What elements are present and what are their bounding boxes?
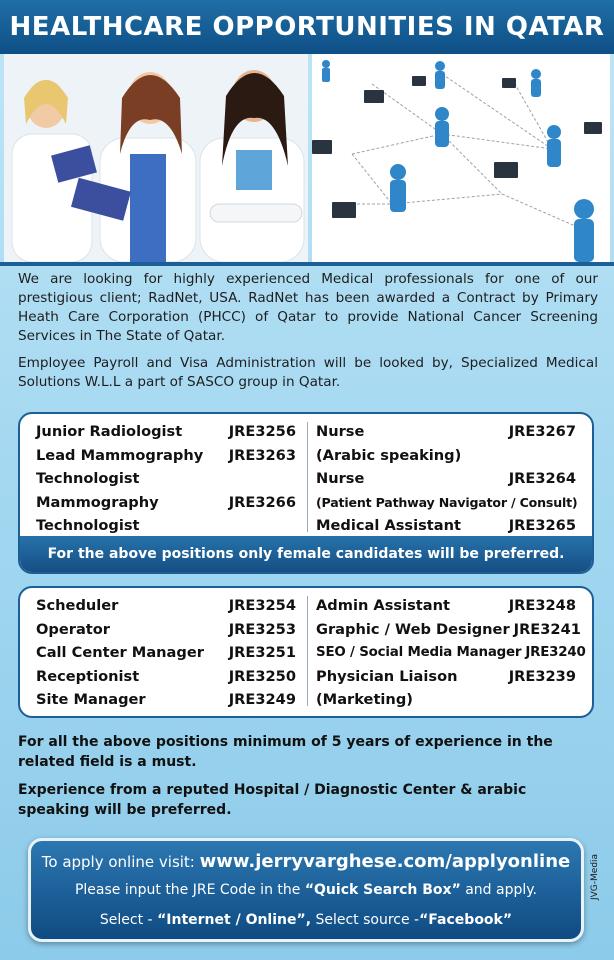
column-divider [307,422,308,532]
position-row: Technologist [36,517,140,534]
apply-line: Please input the JRE Code in the “Quick Search Box” and apply. [74,882,538,898]
position-row: Physician Liaison JRE3239 [316,667,576,685]
position-row: SEO / Social Media Manager JRE3240 [316,645,586,660]
position-row: (Marketing) [316,691,413,708]
media-credit: JVG-Media [590,853,600,900]
general-positions-box [18,586,594,718]
positions-column-left [36,594,306,712]
requirement-paragraph: For all the above positions minimum of 5 years of experience in the related field is a must. [18,734,553,770]
network-illustration [312,54,610,262]
intro-text [18,270,598,400]
position-row: Operator JRE3253 [36,620,296,638]
female-preference-note: For the above positions only female candidates will be preferred. [20,536,592,572]
apply-line: To apply online visit: www.jerryvarghese.com/applyonline [41,851,571,872]
requirements-text [18,732,598,828]
position-row: Receptionist JRE3250 [36,667,296,685]
position-row: Nurse JRE3267 [316,423,576,440]
position-row: Junior Radiologist JRE3256 [36,423,296,440]
position-row: Site Manager JRE3249 [36,691,296,708]
position-row: Technologist [36,470,140,487]
column-divider [307,596,308,706]
position-row: Lead Mammography JRE3263 [36,446,296,464]
position-row: Admin Assistant JRE3248 [316,597,576,614]
doctors-photo [4,54,308,262]
position-row: Nurse JRE3264 [316,470,576,487]
position-row: Graphic / Web Designer JRE3241 [316,620,581,638]
positions-column-left [36,420,306,538]
apply-box [28,838,584,942]
intro-paragraph: We are looking for highly experienced Medical professionals for one of our prestigious client; RadNet, USA. RadNet has been awarded a Contract by Primary Heath Care Corporation (PHCC) of Qatar to provide National Cancer Screening Services in The State of Qatar. [18,271,598,344]
position-row: (Patient Pathway Navigator / Consult) [316,494,578,510]
positions-column-right [306,420,576,538]
position-row: Mammography JRE3266 [36,493,296,511]
requirement-paragraph: Experience from a reputed Hospital / Diagnostic Center & arabic speaking will be preferred. [18,782,527,818]
positions-column-right [306,594,586,712]
intro-paragraph: Employee Payroll and Visa Administration will be looked by, Specialized Medical Solutions W.L.L a part of SASCO group in Qatar. [18,355,598,390]
apply-line: Select - “Internet / Online”, Select source -“Facebook” [99,912,513,928]
position-row: Call Center Manager JRE3251 [36,644,296,661]
position-row: Medical Assistant JRE3265 [316,517,576,534]
page-title: HEALTHCARE OPPORTUNITIES IN QATAR [9,12,605,42]
female-positions-box [18,412,594,574]
position-row: Scheduler JRE3254 [36,597,296,614]
banner-header [0,0,614,54]
position-row: (Arabic speaking) [316,446,462,464]
apply-url-link[interactable]: www.jerryvarghese.com/applyonline [199,851,571,872]
